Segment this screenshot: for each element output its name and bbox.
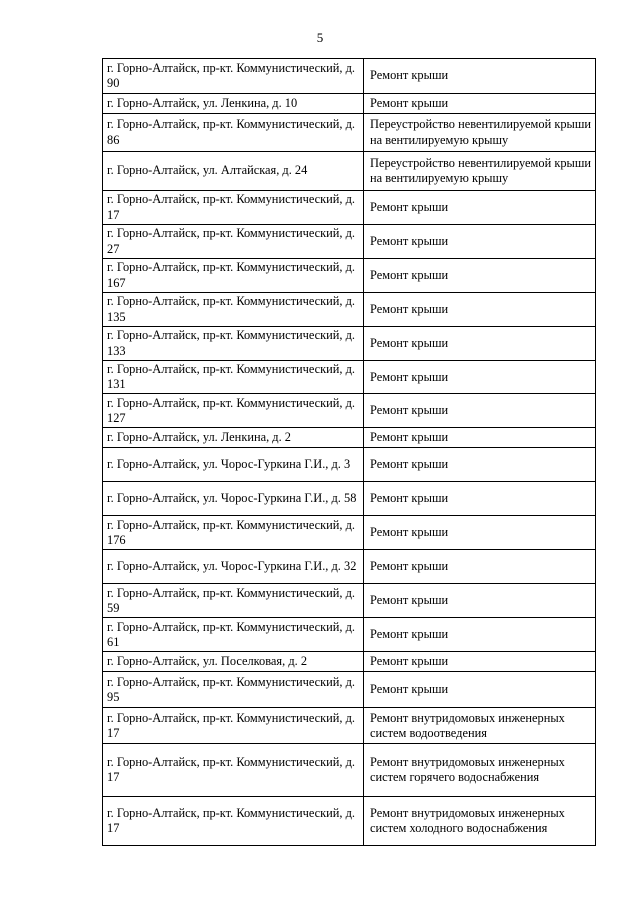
address-cell: г. Горно-Алтайск, пр-кт. Коммунистический, д. 127 (103, 394, 364, 428)
work-type-cell: Ремонт крыши (364, 672, 596, 708)
address-cell: г. Горно-Алтайск, пр-кт. Коммунистический, д. 17 (103, 744, 364, 797)
table-row (103, 114, 596, 152)
work-type-cell: Ремонт крыши (364, 618, 596, 652)
table-row (103, 259, 596, 293)
table-row (103, 550, 596, 584)
table-row (103, 448, 596, 482)
work-type-cell: Ремонт крыши (364, 516, 596, 550)
address-cell: г. Горно-Алтайск, пр-кт. Коммунистический, д. 95 (103, 672, 364, 708)
work-type-cell: Ремонт крыши (364, 652, 596, 672)
table-row (103, 708, 596, 744)
address-cell: г. Горно-Алтайск, пр-кт. Коммунистический, д. 17 (103, 708, 364, 744)
address-cell: г. Горно-Алтайск, пр-кт. Коммунистический, д. 167 (103, 259, 364, 293)
work-type-cell: Переустройство невентилируемой крыши на вентилируемую крышу (364, 152, 596, 191)
table-row (103, 744, 596, 797)
address-cell: г. Горно-Алтайск, пр-кт. Коммунистический, д. 90 (103, 59, 364, 94)
work-type-cell: Ремонт крыши (364, 293, 596, 327)
table-row (103, 191, 596, 225)
address-cell: г. Горно-Алтайск, пр-кт. Коммунистический, д. 135 (103, 293, 364, 327)
work-type-cell: Ремонт крыши (364, 584, 596, 618)
address-cell: г. Горно-Алтайск, ул. Поселковая, д. 2 (103, 652, 364, 672)
work-type-cell: Ремонт крыши (364, 225, 596, 259)
work-type-cell: Ремонт внутридомовых инженерных систем водоотведения (364, 708, 596, 744)
address-cell: г. Горно-Алтайск, ул. Чорос-Гуркина Г.И., д. 58 (103, 482, 364, 516)
address-cell: г. Горно-Алтайск, ул. Чорос-Гуркина Г.И., д. 32 (103, 550, 364, 584)
address-cell: г. Горно-Алтайск, ул. Чорос-Гуркина Г.И., д. 3 (103, 448, 364, 482)
table-row (103, 225, 596, 259)
work-type-cell: Ремонт крыши (364, 191, 596, 225)
work-type-cell: Ремонт крыши (364, 394, 596, 428)
table-row (103, 652, 596, 672)
address-cell: г. Горно-Алтайск, пр-кт. Коммунистический, д. 59 (103, 584, 364, 618)
table-row (103, 584, 596, 618)
table-row (103, 618, 596, 652)
page-number: 5 (316, 30, 324, 45)
work-type-cell: Ремонт крыши (364, 361, 596, 394)
table-row (103, 672, 596, 708)
address-cell: г. Горно-Алтайск, ул. Ленкина, д. 2 (103, 428, 364, 448)
table-row (103, 361, 596, 394)
table-row (103, 482, 596, 516)
work-type-cell: Ремонт крыши (364, 482, 596, 516)
work-type-cell: Ремонт крыши (364, 428, 596, 448)
table-row (103, 327, 596, 361)
table-row (103, 797, 596, 846)
address-cell: г. Горно-Алтайск, пр-кт. Коммунистический, д. 176 (103, 516, 364, 550)
address-cell: г. Горно-Алтайск, ул. Ленкина, д. 10 (103, 94, 364, 114)
work-type-cell: Ремонт крыши (364, 59, 596, 94)
work-type-cell: Ремонт внутридомовых инженерных систем холодного водоснабжения (364, 797, 596, 846)
address-cell: г. Горно-Алтайск, пр-кт. Коммунистический, д. 17 (103, 797, 364, 846)
address-cell: г. Горно-Алтайск, пр-кт. Коммунистический, д. 61 (103, 618, 364, 652)
table-row (103, 394, 596, 428)
work-type-cell: Ремонт крыши (364, 448, 596, 482)
work-type-cell: Ремонт крыши (364, 94, 596, 114)
work-type-cell: Ремонт крыши (364, 327, 596, 361)
table-row (103, 293, 596, 327)
table-row (103, 516, 596, 550)
address-cell: г. Горно-Алтайск, пр-кт. Коммунистический, д. 27 (103, 225, 364, 259)
work-type-cell: Ремонт крыши (364, 259, 596, 293)
repair-works-table (102, 58, 596, 846)
address-cell: г. Горно-Алтайск, пр-кт. Коммунистический, д. 133 (103, 327, 364, 361)
work-type-cell: Переустройство невентилируемой крыши на вентилируемую крышу (364, 114, 596, 152)
address-cell: г. Горно-Алтайск, пр-кт. Коммунистический, д. 86 (103, 114, 364, 152)
address-cell: г. Горно-Алтайск, пр-кт. Коммунистический, д. 17 (103, 191, 364, 225)
table-row (103, 59, 596, 94)
table-row (103, 152, 596, 191)
work-type-cell: Ремонт крыши (364, 550, 596, 584)
table-row (103, 94, 596, 114)
address-cell: г. Горно-Алтайск, пр-кт. Коммунистический, д. 131 (103, 361, 364, 394)
table-row (103, 428, 596, 448)
address-cell: г. Горно-Алтайск, ул. Алтайская, д. 24 (103, 152, 364, 191)
work-type-cell: Ремонт внутридомовых инженерных систем горячего водоснабжения (364, 744, 596, 797)
